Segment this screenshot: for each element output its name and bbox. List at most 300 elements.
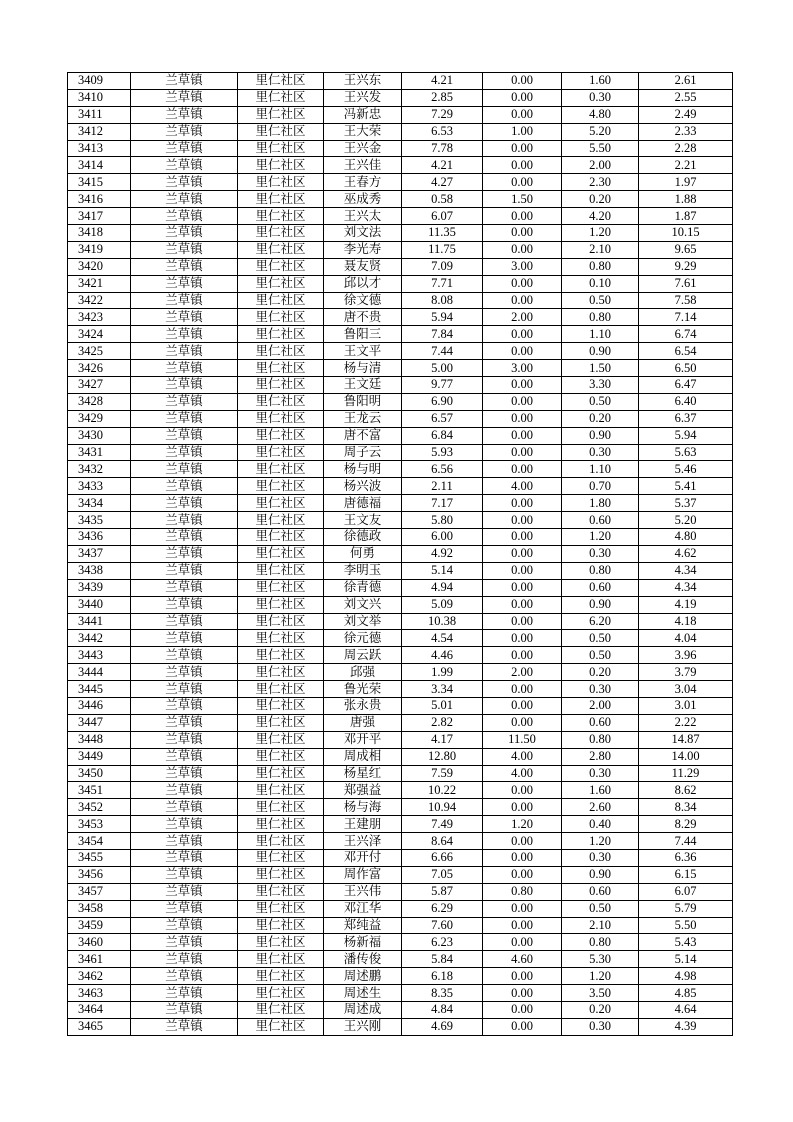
cell-name: 王兴佳 — [324, 157, 402, 174]
cell-value-c: 1.50 — [562, 360, 639, 377]
cell-value-b: 0.80 — [483, 883, 562, 900]
cell-community: 里仁社区 — [238, 208, 324, 225]
cell-town: 兰草镇 — [131, 968, 238, 985]
cell-row-index: 3460 — [68, 934, 131, 951]
cell-value-total: 5.41 — [639, 478, 733, 495]
cell-row-index: 3458 — [68, 900, 131, 917]
cell-community: 里仁社区 — [238, 545, 324, 562]
cell-value-total: 6.37 — [639, 410, 733, 427]
cell-community: 里仁社区 — [238, 748, 324, 765]
cell-value-total: 5.43 — [639, 934, 733, 951]
cell-community: 里仁社区 — [238, 174, 324, 191]
cell-town: 兰草镇 — [131, 613, 238, 630]
cell-town: 兰草镇 — [131, 258, 238, 275]
cell-value-total: 8.29 — [639, 816, 733, 833]
table-row — [68, 444, 733, 461]
cell-name: 杨星红 — [324, 765, 402, 782]
cell-value-a: 2.82 — [402, 714, 483, 731]
cell-row-index: 3463 — [68, 985, 131, 1002]
table-row — [68, 360, 733, 377]
cell-row-index: 3445 — [68, 681, 131, 698]
cell-value-c: 0.30 — [562, 849, 639, 866]
cell-value-total: 3.01 — [639, 697, 733, 714]
cell-value-a: 6.90 — [402, 393, 483, 410]
table-row — [68, 630, 733, 647]
cell-value-b: 0.00 — [483, 343, 562, 360]
table-row — [68, 866, 733, 883]
cell-row-index: 3443 — [68, 647, 131, 664]
cell-row-index: 3444 — [68, 664, 131, 681]
cell-value-a: 7.29 — [402, 106, 483, 123]
cell-town: 兰草镇 — [131, 123, 238, 140]
cell-value-a: 5.87 — [402, 883, 483, 900]
cell-community: 里仁社区 — [238, 985, 324, 1002]
table-row — [68, 748, 733, 765]
cell-value-a: 1.99 — [402, 664, 483, 681]
cell-value-a: 10.22 — [402, 782, 483, 799]
cell-name: 唐德福 — [324, 495, 402, 512]
cell-name: 何勇 — [324, 545, 402, 562]
cell-row-index: 3435 — [68, 512, 131, 529]
cell-row-index: 3437 — [68, 545, 131, 562]
cell-value-b: 0.00 — [483, 89, 562, 106]
cell-row-index: 3409 — [68, 73, 131, 90]
cell-value-c: 0.30 — [562, 89, 639, 106]
cell-value-total: 4.39 — [639, 1018, 733, 1035]
cell-row-index: 3436 — [68, 529, 131, 546]
cell-community: 里仁社区 — [238, 1001, 324, 1018]
cell-row-index: 3431 — [68, 444, 131, 461]
cell-value-b: 0.00 — [483, 73, 562, 90]
cell-name: 鲁光荣 — [324, 681, 402, 698]
cell-value-a: 7.44 — [402, 343, 483, 360]
cell-community: 里仁社区 — [238, 681, 324, 698]
cell-value-a: 9.77 — [402, 377, 483, 394]
cell-row-index: 3454 — [68, 833, 131, 850]
cell-value-c: 1.20 — [562, 833, 639, 850]
cell-name: 李光寿 — [324, 241, 402, 258]
cell-value-c: 0.80 — [562, 731, 639, 748]
cell-value-b: 3.00 — [483, 258, 562, 275]
cell-value-b: 0.00 — [483, 833, 562, 850]
cell-value-c: 0.80 — [562, 309, 639, 326]
cell-value-a: 11.35 — [402, 225, 483, 242]
cell-name: 徐青德 — [324, 579, 402, 596]
cell-value-total: 4.18 — [639, 613, 733, 630]
cell-value-a: 5.84 — [402, 951, 483, 968]
cell-row-index: 3448 — [68, 731, 131, 748]
cell-row-index: 3421 — [68, 275, 131, 292]
table-row — [68, 174, 733, 191]
cell-name: 周云跃 — [324, 647, 402, 664]
cell-value-total: 7.14 — [639, 309, 733, 326]
table-row — [68, 89, 733, 106]
table-row — [68, 292, 733, 309]
table-row — [68, 377, 733, 394]
cell-name: 王大荣 — [324, 123, 402, 140]
cell-name: 王兴太 — [324, 208, 402, 225]
cell-value-a: 4.27 — [402, 174, 483, 191]
cell-value-c: 2.10 — [562, 917, 639, 934]
cell-community: 里仁社区 — [238, 73, 324, 90]
cell-value-c: 0.20 — [562, 191, 639, 208]
cell-name: 潘传俊 — [324, 951, 402, 968]
cell-value-total: 11.29 — [639, 765, 733, 782]
cell-value-total: 5.79 — [639, 900, 733, 917]
cell-community: 里仁社区 — [238, 157, 324, 174]
cell-value-c: 1.60 — [562, 73, 639, 90]
cell-value-a: 6.00 — [402, 529, 483, 546]
cell-value-b: 4.00 — [483, 478, 562, 495]
table-row — [68, 461, 733, 478]
cell-community: 里仁社区 — [238, 596, 324, 613]
cell-row-index: 3465 — [68, 1018, 131, 1035]
cell-value-c: 2.80 — [562, 748, 639, 765]
cell-value-c: 0.30 — [562, 444, 639, 461]
cell-value-b: 0.00 — [483, 225, 562, 242]
cell-town: 兰草镇 — [131, 377, 238, 394]
cell-community: 里仁社区 — [238, 140, 324, 157]
cell-value-b: 4.00 — [483, 765, 562, 782]
cell-name: 鲁阳明 — [324, 393, 402, 410]
cell-community: 里仁社区 — [238, 343, 324, 360]
cell-value-b: 1.20 — [483, 816, 562, 833]
cell-value-a: 5.94 — [402, 309, 483, 326]
cell-row-index: 3424 — [68, 326, 131, 343]
cell-town: 兰草镇 — [131, 934, 238, 951]
cell-value-total: 7.58 — [639, 292, 733, 309]
cell-name: 王文平 — [324, 343, 402, 360]
cell-community: 里仁社区 — [238, 292, 324, 309]
table-row — [68, 495, 733, 512]
cell-row-index: 3415 — [68, 174, 131, 191]
cell-name: 王龙云 — [324, 410, 402, 427]
cell-town: 兰草镇 — [131, 174, 238, 191]
cell-row-index: 3432 — [68, 461, 131, 478]
cell-value-total: 4.34 — [639, 562, 733, 579]
table-row — [68, 985, 733, 1002]
cell-value-b: 0.00 — [483, 630, 562, 647]
cell-value-total: 1.87 — [639, 208, 733, 225]
table-row — [68, 1018, 733, 1035]
cell-town: 兰草镇 — [131, 225, 238, 242]
cell-town: 兰草镇 — [131, 512, 238, 529]
cell-town: 兰草镇 — [131, 89, 238, 106]
table-row — [68, 849, 733, 866]
cell-value-a: 8.08 — [402, 292, 483, 309]
cell-name: 李明玉 — [324, 562, 402, 579]
cell-name: 邱以才 — [324, 275, 402, 292]
cell-town: 兰草镇 — [131, 849, 238, 866]
cell-row-index: 3452 — [68, 799, 131, 816]
cell-value-c: 1.80 — [562, 495, 639, 512]
cell-value-b: 0.00 — [483, 174, 562, 191]
cell-town: 兰草镇 — [131, 326, 238, 343]
cell-value-b: 0.00 — [483, 579, 562, 596]
cell-row-index: 3441 — [68, 613, 131, 630]
cell-value-a: 10.38 — [402, 613, 483, 630]
cell-value-c: 0.30 — [562, 545, 639, 562]
cell-town: 兰草镇 — [131, 275, 238, 292]
cell-value-total: 6.15 — [639, 866, 733, 883]
cell-value-a: 5.14 — [402, 562, 483, 579]
cell-value-c: 4.80 — [562, 106, 639, 123]
cell-value-total: 5.50 — [639, 917, 733, 934]
cell-row-index: 3453 — [68, 816, 131, 833]
cell-row-index: 3428 — [68, 393, 131, 410]
cell-value-b: 0.00 — [483, 562, 562, 579]
cell-value-b: 0.00 — [483, 934, 562, 951]
cell-value-c: 1.20 — [562, 225, 639, 242]
cell-value-total: 6.07 — [639, 883, 733, 900]
cell-community: 里仁社区 — [238, 647, 324, 664]
cell-town: 兰草镇 — [131, 157, 238, 174]
cell-community: 里仁社区 — [238, 461, 324, 478]
cell-value-c: 0.90 — [562, 343, 639, 360]
cell-row-index: 3459 — [68, 917, 131, 934]
cell-name: 周述生 — [324, 985, 402, 1002]
cell-town: 兰草镇 — [131, 917, 238, 934]
cell-community: 里仁社区 — [238, 495, 324, 512]
cell-value-c: 0.50 — [562, 647, 639, 664]
table-row — [68, 579, 733, 596]
cell-value-c: 0.40 — [562, 816, 639, 833]
table-row — [68, 681, 733, 698]
cell-row-index: 3412 — [68, 123, 131, 140]
cell-value-b: 0.00 — [483, 393, 562, 410]
cell-value-c: 1.10 — [562, 326, 639, 343]
cell-town: 兰草镇 — [131, 951, 238, 968]
table-row — [68, 73, 733, 90]
cell-town: 兰草镇 — [131, 664, 238, 681]
cell-name: 唐不贵 — [324, 309, 402, 326]
cell-value-b: 4.00 — [483, 748, 562, 765]
cell-value-total: 5.63 — [639, 444, 733, 461]
cell-town: 兰草镇 — [131, 191, 238, 208]
cell-name: 邱强 — [324, 664, 402, 681]
cell-community: 里仁社区 — [238, 579, 324, 596]
cell-value-total: 4.04 — [639, 630, 733, 647]
cell-row-index: 3451 — [68, 782, 131, 799]
cell-community: 里仁社区 — [238, 714, 324, 731]
cell-value-a: 4.17 — [402, 731, 483, 748]
cell-community: 里仁社区 — [238, 191, 324, 208]
table-row — [68, 529, 733, 546]
cell-name: 徐元德 — [324, 630, 402, 647]
cell-town: 兰草镇 — [131, 410, 238, 427]
cell-value-b: 0.00 — [483, 917, 562, 934]
cell-value-total: 4.62 — [639, 545, 733, 562]
cell-row-index: 3438 — [68, 562, 131, 579]
table-row — [68, 647, 733, 664]
table-row — [68, 225, 733, 242]
cell-value-b: 0.00 — [483, 106, 562, 123]
cell-town: 兰草镇 — [131, 393, 238, 410]
cell-name: 王文友 — [324, 512, 402, 529]
cell-name: 唐不富 — [324, 427, 402, 444]
cell-value-c: 1.60 — [562, 782, 639, 799]
cell-value-b: 0.00 — [483, 377, 562, 394]
table-row — [68, 731, 733, 748]
cell-row-index: 3418 — [68, 225, 131, 242]
cell-value-a: 7.59 — [402, 765, 483, 782]
cell-community: 里仁社区 — [238, 849, 324, 866]
cell-value-c: 0.60 — [562, 714, 639, 731]
cell-community: 里仁社区 — [238, 951, 324, 968]
cell-community: 里仁社区 — [238, 326, 324, 343]
cell-value-a: 4.21 — [402, 157, 483, 174]
cell-value-c: 0.30 — [562, 681, 639, 698]
cell-town: 兰草镇 — [131, 292, 238, 309]
cell-value-a: 6.07 — [402, 208, 483, 225]
cell-community: 里仁社区 — [238, 731, 324, 748]
table-row — [68, 968, 733, 985]
cell-value-c: 0.60 — [562, 883, 639, 900]
cell-name: 周述成 — [324, 1001, 402, 1018]
cell-name: 郑纯益 — [324, 917, 402, 934]
cell-value-a: 7.60 — [402, 917, 483, 934]
cell-town: 兰草镇 — [131, 529, 238, 546]
table-row — [68, 106, 733, 123]
cell-row-index: 3462 — [68, 968, 131, 985]
cell-town: 兰草镇 — [131, 208, 238, 225]
table-row — [68, 765, 733, 782]
cell-value-c: 0.20 — [562, 1001, 639, 1018]
cell-community: 里仁社区 — [238, 562, 324, 579]
cell-community: 里仁社区 — [238, 799, 324, 816]
cell-value-a: 4.54 — [402, 630, 483, 647]
cell-row-index: 3449 — [68, 748, 131, 765]
cell-value-total: 4.34 — [639, 579, 733, 596]
cell-community: 里仁社区 — [238, 968, 324, 985]
cell-row-index: 3457 — [68, 883, 131, 900]
cell-value-total: 4.80 — [639, 529, 733, 546]
cell-value-c: 1.20 — [562, 529, 639, 546]
cell-value-a: 7.84 — [402, 326, 483, 343]
cell-community: 里仁社区 — [238, 241, 324, 258]
cell-value-c: 0.50 — [562, 630, 639, 647]
cell-value-a: 2.85 — [402, 89, 483, 106]
cell-value-c: 0.60 — [562, 579, 639, 596]
cell-town: 兰草镇 — [131, 140, 238, 157]
table-row — [68, 343, 733, 360]
cell-value-total: 3.04 — [639, 681, 733, 698]
cell-value-total: 2.61 — [639, 73, 733, 90]
cell-town: 兰草镇 — [131, 444, 238, 461]
cell-value-b: 2.00 — [483, 309, 562, 326]
cell-town: 兰草镇 — [131, 714, 238, 731]
cell-community: 里仁社区 — [238, 1018, 324, 1035]
cell-value-a: 6.23 — [402, 934, 483, 951]
table-row — [68, 799, 733, 816]
cell-value-a: 12.80 — [402, 748, 483, 765]
cell-community: 里仁社区 — [238, 900, 324, 917]
cell-value-a: 7.05 — [402, 866, 483, 883]
cell-row-index: 3433 — [68, 478, 131, 495]
cell-value-total: 5.46 — [639, 461, 733, 478]
cell-town: 兰草镇 — [131, 241, 238, 258]
cell-name: 邓开平 — [324, 731, 402, 748]
cell-value-b: 0.00 — [483, 140, 562, 157]
cell-value-a: 11.75 — [402, 241, 483, 258]
cell-value-a: 6.57 — [402, 410, 483, 427]
cell-name: 王兴泽 — [324, 833, 402, 850]
cell-value-b: 0.00 — [483, 681, 562, 698]
cell-value-total: 2.22 — [639, 714, 733, 731]
cell-value-a: 2.11 — [402, 478, 483, 495]
table-row — [68, 326, 733, 343]
cell-name: 周作富 — [324, 866, 402, 883]
cell-row-index: 3461 — [68, 951, 131, 968]
cell-value-c: 0.50 — [562, 292, 639, 309]
cell-community: 里仁社区 — [238, 106, 324, 123]
cell-value-a: 6.29 — [402, 900, 483, 917]
cell-value-c: 2.30 — [562, 174, 639, 191]
cell-town: 兰草镇 — [131, 816, 238, 833]
cell-value-total: 4.98 — [639, 968, 733, 985]
cell-name: 郑强益 — [324, 782, 402, 799]
cell-value-b: 0.00 — [483, 529, 562, 546]
table-row — [68, 900, 733, 917]
table-row — [68, 208, 733, 225]
cell-value-a: 5.09 — [402, 596, 483, 613]
cell-town: 兰草镇 — [131, 562, 238, 579]
cell-value-c: 0.90 — [562, 866, 639, 883]
cell-town: 兰草镇 — [131, 73, 238, 90]
cell-row-index: 3440 — [68, 596, 131, 613]
cell-name: 杨与清 — [324, 360, 402, 377]
cell-value-c: 1.20 — [562, 968, 639, 985]
cell-value-a: 10.94 — [402, 799, 483, 816]
cell-row-index: 3426 — [68, 360, 131, 377]
cell-value-b: 0.00 — [483, 596, 562, 613]
table-row — [68, 816, 733, 833]
cell-town: 兰草镇 — [131, 461, 238, 478]
cell-value-total: 5.14 — [639, 951, 733, 968]
cell-value-a: 6.18 — [402, 968, 483, 985]
cell-value-total: 4.85 — [639, 985, 733, 1002]
cell-name: 杨兴波 — [324, 478, 402, 495]
table-row — [68, 123, 733, 140]
cell-row-index: 3429 — [68, 410, 131, 427]
table-row — [68, 934, 733, 951]
cell-value-b: 0.00 — [483, 1018, 562, 1035]
cell-row-index: 3413 — [68, 140, 131, 157]
cell-value-total: 6.36 — [639, 849, 733, 866]
cell-name: 王春方 — [324, 174, 402, 191]
cell-value-total: 5.94 — [639, 427, 733, 444]
table-row — [68, 664, 733, 681]
cell-value-a: 4.46 — [402, 647, 483, 664]
cell-name: 巫成秀 — [324, 191, 402, 208]
cell-value-c: 0.60 — [562, 512, 639, 529]
cell-value-c: 1.10 — [562, 461, 639, 478]
cell-row-index: 3427 — [68, 377, 131, 394]
cell-value-a: 0.58 — [402, 191, 483, 208]
cell-community: 里仁社区 — [238, 917, 324, 934]
table-row — [68, 478, 733, 495]
table-row — [68, 241, 733, 258]
cell-community: 里仁社区 — [238, 225, 324, 242]
cell-value-a: 4.94 — [402, 579, 483, 596]
cell-name: 王兴发 — [324, 89, 402, 106]
cell-community: 里仁社区 — [238, 697, 324, 714]
table-row — [68, 410, 733, 427]
cell-value-b: 0.00 — [483, 985, 562, 1002]
cell-community: 里仁社区 — [238, 444, 324, 461]
cell-value-c: 2.00 — [562, 157, 639, 174]
cell-town: 兰草镇 — [131, 478, 238, 495]
